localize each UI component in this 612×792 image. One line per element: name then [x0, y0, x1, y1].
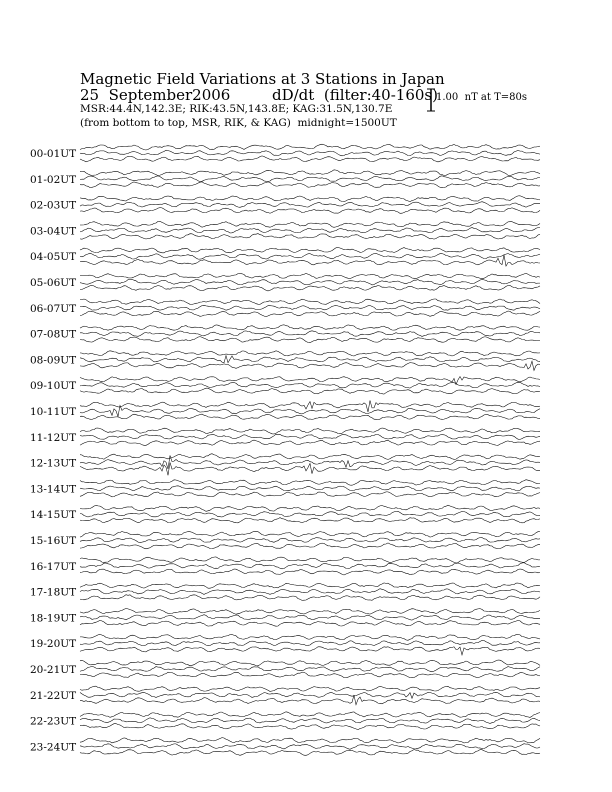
- hour-label: 15-16UT: [30, 535, 77, 547]
- hour-label: 16-17UT: [30, 560, 77, 573]
- trace-kag-15-16ut: [80, 543, 540, 549]
- hour-label: 09-10UT: [30, 380, 77, 393]
- hour-label: 03-04UT: [30, 225, 77, 238]
- trace-msr-14-15ut: [80, 505, 540, 511]
- trace-msr-11-12ut: [80, 428, 540, 434]
- filter-label: dD/dt (filter:40-160s): [272, 86, 438, 104]
- trace-msr-23-24ut: [80, 738, 540, 743]
- trace-kag-03-04ut: [80, 234, 540, 240]
- trace-msr-12-13ut: [80, 454, 540, 460]
- trace-msr-01-02ut: [80, 170, 540, 176]
- trace-rik-16-17ut: [80, 563, 540, 569]
- station-order-note: (from bottom to top, MSR, RIK, & KAG) midnight=1500UT: [80, 117, 397, 129]
- trace-rik-18-19ut: [80, 615, 540, 620]
- trace-kag-19-20ut: [80, 647, 540, 655]
- trace-rik-13-14ut: [80, 486, 540, 491]
- trace-kag-05-06ut: [80, 285, 540, 291]
- trace-rik-06-07ut: [80, 305, 540, 310]
- trace-kag-20-21ut: [80, 672, 540, 678]
- hour-label: 01-02UT: [30, 173, 77, 186]
- trace-rik-08-09ut: [80, 356, 540, 363]
- trace-kag-06-07ut: [80, 311, 540, 317]
- trace-rik-09-10ut: [80, 382, 540, 388]
- trace-rik-11-12ut: [80, 434, 540, 439]
- trace-kag-16-17ut: [80, 569, 540, 575]
- trace-msr-20-21ut: [80, 660, 540, 666]
- trace-kag-13-14ut: [80, 492, 540, 497]
- trace-rik-00-01ut: [80, 150, 540, 156]
- trace-rik-14-15ut: [80, 511, 540, 517]
- trace-rik-19-20ut: [80, 640, 540, 645]
- trace-kag-01-02ut: [80, 182, 540, 188]
- trace-msr-02-03ut: [80, 196, 540, 202]
- trace-msr-15-16ut: [80, 531, 540, 537]
- trace-kag-14-15ut: [80, 518, 540, 523]
- hour-label: 20-21UT: [30, 664, 77, 676]
- trace-rik-20-21ut: [80, 666, 540, 671]
- hour-label: 21-22UT: [30, 689, 77, 702]
- trace-msr-04-05ut: [80, 248, 540, 253]
- trace-msr-09-10ut: [80, 377, 540, 385]
- trace-rik-02-03ut: [80, 202, 540, 208]
- trace-kag-02-03ut: [80, 208, 540, 214]
- trace-msr-13-14ut: [80, 480, 540, 486]
- trace-rik-15-16ut: [80, 538, 540, 543]
- trace-msr-06-07ut: [80, 299, 540, 304]
- trace-rik-04-05ut: [80, 253, 540, 259]
- trace-msr-19-20ut: [80, 634, 540, 640]
- trace-msr-16-17ut: [80, 557, 540, 563]
- trace-kag-00-01ut: [80, 156, 540, 162]
- trace-rik-05-06ut: [80, 279, 540, 285]
- trace-rik-01-02ut: [80, 176, 540, 182]
- trace-rik-17-18ut: [80, 589, 540, 595]
- hour-label: 06-07UT: [30, 302, 77, 315]
- trace-msr-07-08ut: [80, 325, 540, 330]
- hour-label: 23-24UT: [30, 741, 77, 754]
- trace-kag-04-05ut: [80, 255, 540, 266]
- hour-label: 19-20UT: [30, 638, 77, 651]
- hour-label: 00-01UT: [30, 148, 77, 160]
- trace-kag-11-12ut: [80, 440, 540, 445]
- hour-label: 14-15UT: [30, 509, 77, 522]
- hour-label: 13-14UT: [30, 483, 77, 496]
- trace-kag-18-19ut: [80, 620, 540, 626]
- trace-kag-21-22ut: [80, 695, 540, 705]
- trace-kag-17-18ut: [80, 595, 540, 601]
- trace-rik-23-24ut: [80, 744, 540, 750]
- hour-label: 22-23UT: [30, 715, 77, 728]
- trace-rik-03-04ut: [80, 228, 540, 234]
- hour-label: 02-03UT: [30, 199, 77, 212]
- trace-rik-07-08ut: [80, 331, 540, 337]
- trace-msr-00-01ut: [80, 144, 540, 150]
- trace-msr-18-19ut: [80, 609, 540, 615]
- trace-kag-09-10ut: [80, 388, 540, 394]
- trace-rik-12-13ut: [80, 455, 540, 469]
- trace-msr-08-09ut: [80, 351, 540, 356]
- trace-rik-21-22ut: [80, 692, 540, 698]
- date-label: 25 September2006: [80, 86, 231, 104]
- station-coordinates: MSR:44.4N,142.3E; RIK:43.5N,143.8E; KAG:31.5N,130.7E: [80, 103, 393, 115]
- trace-msr-22-23ut: [80, 712, 540, 718]
- hour-label: 07-08UT: [30, 328, 77, 341]
- hour-label: 08-09UT: [30, 354, 77, 367]
- trace-kag-12-13ut: [80, 463, 540, 476]
- trace-kag-23-24ut: [80, 750, 540, 756]
- trace-msr-03-04ut: [80, 221, 540, 227]
- scale-label: 1.00 nT at T=80s: [436, 92, 527, 103]
- hour-label: 05-06UT: [30, 277, 77, 289]
- hour-label: 12-13UT: [30, 457, 77, 470]
- hour-label: 11-12UT: [30, 431, 77, 444]
- trace-kag-07-08ut: [80, 337, 540, 343]
- chart-title: Magnetic Field Variations at 3 Stations in Japan: [80, 70, 445, 88]
- trace-msr-21-22ut: [80, 686, 540, 691]
- hour-label: 18-19UT: [30, 612, 77, 625]
- trace-kag-22-23ut: [80, 724, 540, 730]
- hour-label: 10-11UT: [30, 406, 77, 418]
- trace-msr-05-06ut: [80, 273, 540, 279]
- trace-kag-10-11ut: [80, 414, 540, 419]
- trace-msr-17-18ut: [80, 583, 540, 588]
- hour-label: 17-18UT: [30, 586, 77, 599]
- hour-label: 04-05UT: [30, 251, 77, 264]
- trace-kag-08-09ut: [80, 361, 540, 370]
- trace-rik-22-23ut: [80, 718, 540, 724]
